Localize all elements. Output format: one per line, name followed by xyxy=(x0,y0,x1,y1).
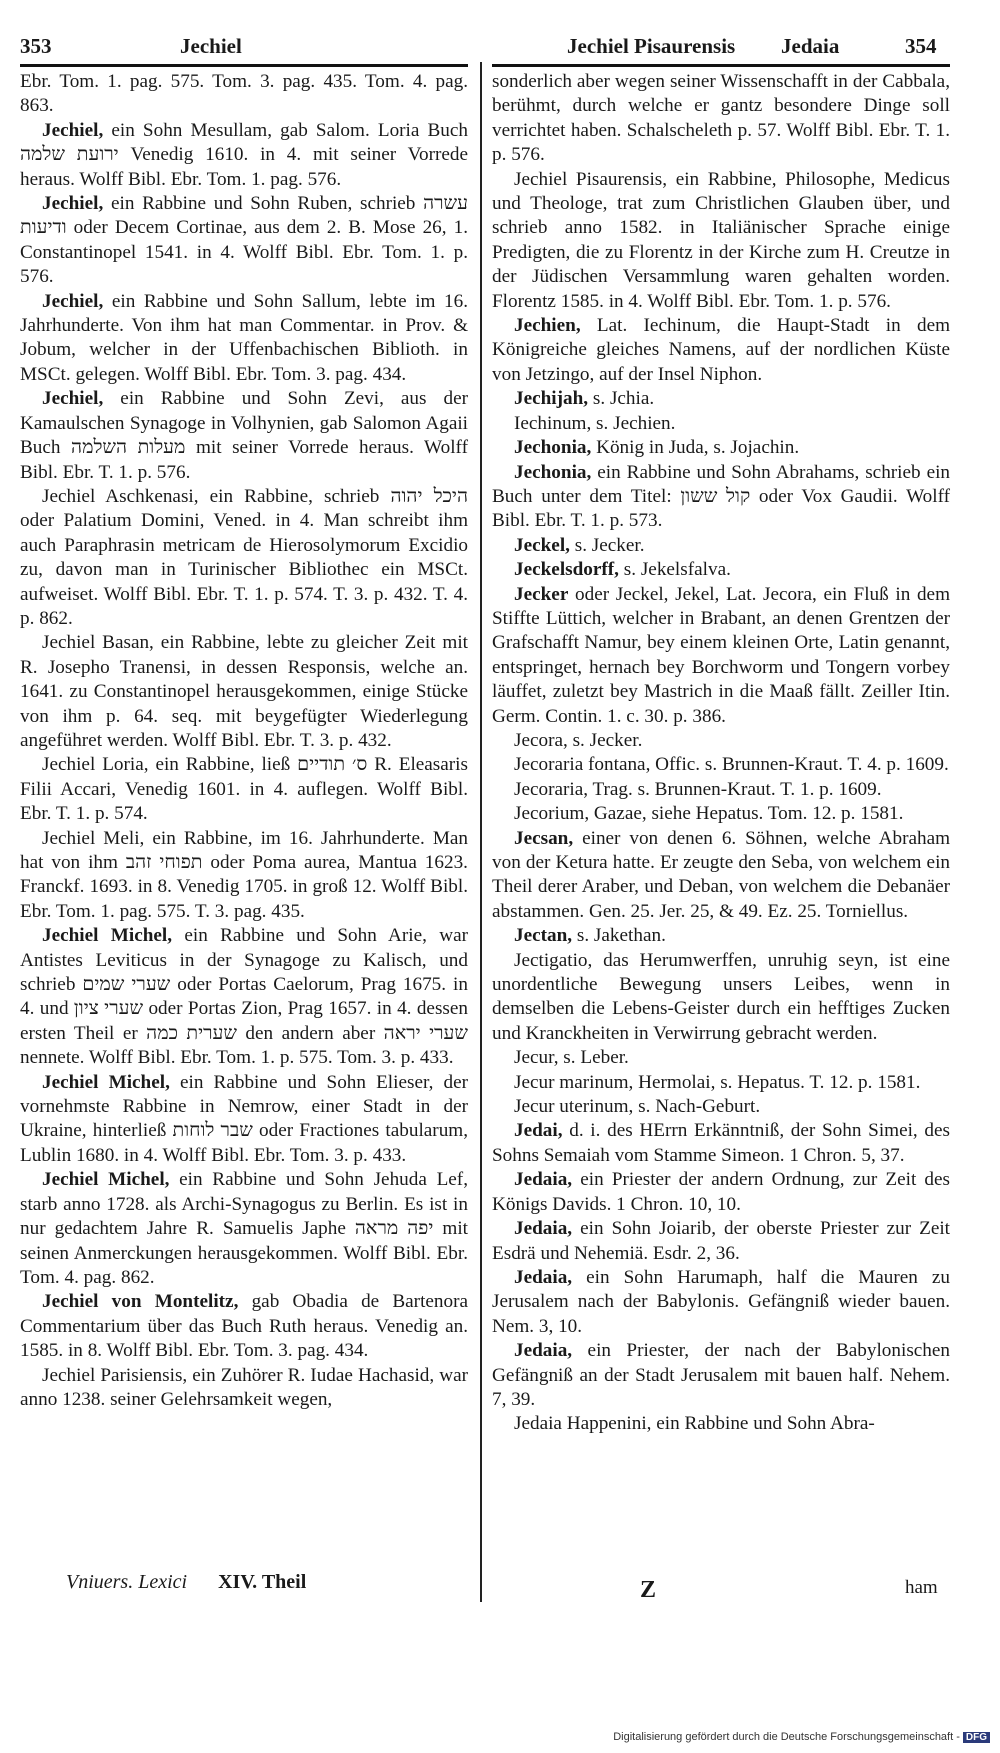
entry-text: Jechiel Basan, ein Rabbine, lebte zu gleicher Zeit mit R. Josepho Tranensi, in dessen Responsis, welche an. 1641. zu Constantinopel herausgekommen, einige Stücke von ihm p. 64. seq. mit beygefügter Wiederlegung angeführet werden. Wolff Bibl. Ebr. T. 3. p. 432. xyxy=(20,632,468,751)
entry xyxy=(20,1290,468,1363)
entry xyxy=(492,729,950,753)
entry-text: ein Sohn Joiarib, der oberste Priester zur Zeit Esdrä und Nehemiä. Esdr. 2, 36. xyxy=(492,1218,950,1264)
left-running-title: Jechiel xyxy=(180,34,242,58)
entry xyxy=(492,314,950,387)
entry-headword: Jechiel von Montelitz, xyxy=(42,1291,239,1313)
entry xyxy=(492,412,950,436)
column-divider xyxy=(480,62,482,1602)
entry xyxy=(492,1119,950,1168)
right-column xyxy=(492,70,950,1437)
entry xyxy=(492,1217,950,1266)
entry xyxy=(20,631,468,753)
left-page-number: 353 xyxy=(20,34,52,58)
entry xyxy=(20,485,468,631)
entry-text: sonderlich aber wegen seiner Wissenschafft in der Cabbala, berühmt, durch welche er gantz besondere Dinge soll verrichtet haben. Schalscheleth p. 57. Wolff Bibl. Ebr. T. 1. p. 576. xyxy=(492,71,950,166)
header-rule-left xyxy=(20,64,468,67)
credit-text: Digitalisierung gefördert durch die Deutsche Forschungsgemeinschaft - xyxy=(613,1731,960,1743)
entry xyxy=(20,119,468,192)
entry xyxy=(492,1168,950,1217)
entry-headword: Jechien, xyxy=(514,315,581,337)
entry-text: Jecur, s. Leber. xyxy=(514,1047,629,1069)
entry-headword: Jedai, xyxy=(514,1120,563,1142)
signature-text: Vniuers. Lexici xyxy=(66,1571,188,1593)
entry-text: Jechiel Meli, ein Rabbine, im 16. Jahrhunderte. Man hat von ihm תפוחי זהב oder Poma aurea, Mantua 1623. Franckf. 1693. in 8. Venedig 1705. in groß 12. Wolff Bibl. Ebr. Tom. 1. pag. 575. T. 3. pag. 435. xyxy=(20,827,468,922)
entry-text: oder Jeckel, Jekel, Lat. Jecora, ein Fluß in dem Stiffte Lüttich, welcher in Brabant, an denen Grentzen der Grafschafft Namur, bey einem kleinen Orte, Latin genannt, entspringet, hernach bey Borchworm und Tongern vorbey läuffet, zuletzt bey Mastrich in die Maaß fällt. Zeiller Itin. Germ. Contin. 1. c. 30. p. 386. xyxy=(492,583,950,727)
signature-line xyxy=(66,1571,306,1594)
entry xyxy=(492,558,950,582)
entry-text: ein Priester, der nach der Babylonischen Gefängniß an der Stadt Jerusalem mit bauen half. Nehem. 7, 39. xyxy=(492,1340,951,1410)
left-column xyxy=(20,70,468,1412)
entry-text: Jecorium, Gazae, siehe Hepatus. Tom. 12. p. 1581. xyxy=(514,803,904,825)
entry-text: Lat. Iechinum, die Haupt-Stadt in dem Königreiche gleiches Namens, auf der nordlichen Küste von Jetzingo, auf der Insel Niphon. xyxy=(492,315,951,385)
entry-headword: Jechiel Michel, xyxy=(42,925,173,947)
entry-headword: Jeckel, xyxy=(514,534,570,556)
entry-headword: Jedaia, xyxy=(514,1266,573,1288)
entry-headword: Jedaia, xyxy=(514,1218,573,1240)
signature-mark: Z xyxy=(640,1577,657,1603)
entry-headword: Jedaia, xyxy=(514,1340,573,1362)
entry-headword: Jechonia, xyxy=(514,437,592,459)
entry xyxy=(492,583,950,729)
digitization-credit xyxy=(613,1731,990,1743)
entry-text: ein Rabbine und Sohn Abrahams, schrieb ein Buch unter dem Titel: קול ששון oder Vox Gaudii. Wolff Bibl. Ebr. T. 1. p. 573. xyxy=(492,461,951,532)
entry xyxy=(20,753,468,826)
entry-text: Jecur marinum, Hermolai, s. Hepatus. T. 12. p. 1581. xyxy=(514,1071,921,1093)
entry xyxy=(492,436,950,460)
right-running-title-2: Jedaia xyxy=(781,34,840,58)
entry-text: gab Obadia de Bartenora Commentarium über das Buch Ruth heraus. Venedig an. 1585. in 8. Wolff Bibl. Ebr. Tom. 3. pag. 434. xyxy=(20,1291,469,1362)
entry-text: ein Rabbine und Sohn Arie, war Antistes Leviticus in der Synagoge zu Kalisch, und schrieb שערי שמים oder Portas Caelorum, Prag 1675. in 4. und שערי ציון oder Portas Zion, Prag 1657. in 4. dessen ersten Theil er שערית כמה den andern aber שערי יראה nennete. Wolff Bibl. Ebr. Tom. 1. p. 575. Tom. 3. p. 433. xyxy=(20,925,469,1069)
entry-text: König in Juda, s. Jojachin. xyxy=(596,437,800,459)
entry xyxy=(492,802,950,826)
entry xyxy=(20,290,468,388)
entry-text: ein Rabbine und Sohn Sallum, lebte im 16. Jahrhunderte. Von ihm hat man Commentar. in Prov. & Jobum, welcher in der Uffenbachischen Biblioth. in MSCt. gelegen. Wolff Bibl. Ebr. Tom. 3. pag. 434. xyxy=(20,290,469,385)
entry-text: Jecora, s. Jecker. xyxy=(514,729,643,751)
entry-text: Jechiel Pisaurensis, ein Rabbine, Philosophe, Medicus und Theologe, trat zum Christlichen Glauben über, und schrieb anno 1582. in Italiänischer Sprache einige Predigten, die zu Florentz in der Kirche zum H. Creutze in der Jüdischen Versammlung waren gehalten worden. Florentz 1585. in 4. Wolff Bibl. Ebr. Tom. 1. p. 576. xyxy=(492,168,950,312)
entry-text: ein Rabbine und Sohn Ruben, schrieb עשרה ודיעות oder Decem Cortinae, aus dem 2. B. Mose 26, 1. Constantinopel 1541. in 4. Wolff Bibl. Ebr. Tom. 1. p. 576. xyxy=(20,193,468,288)
entry-text: ein Rabbine und Sohn Zevi, aus der Kamaulschen Synagoge in Volhynien, gab Salomon Agaii Buch מעלות השלמה mit seiner Vorrede heraus. Wolff Bibl. Ebr. T. 1. p. 576. xyxy=(20,388,469,483)
entry-text: Jectigatio, das Herumwerffen, unruhig seyn, ist eine unordentliche Bewegung unsers Leibes, wenn in demselben die Lebens-Geister durch ein hefftiges Zucken und Kranckheiten in Verwirrung gebracht werden. xyxy=(492,949,950,1044)
entry-text: ein Rabbine und Sohn Jehuda Lef, starb anno 1728. als Archi-Synagogus zu Berlin. Es ist in nur gedachtem Jahre R. Samuelis Japhe יפה מראה mit seinen Anmerckungen herausgekommen. Wolff Bibl. Ebr. Tom. 4. pag. 862. xyxy=(20,1169,468,1288)
entry xyxy=(492,70,950,168)
entry xyxy=(492,1071,950,1095)
entry xyxy=(492,534,950,558)
entry xyxy=(492,753,950,777)
entry-headword: Jedaia, xyxy=(514,1169,573,1191)
entry-text: s. Jchia. xyxy=(592,388,655,410)
entry-text: Jechiel Aschkenasi, ein Rabbine, schrieb היכל יהוה oder Palatium Domini, Vened. in 4. Man schreibt ihm auch Paraphrasin metricam de Hierosolymorum Excidio zu, davon man in Turinischer Bibliothec ein MSCt. aufweiset. Wolff Bibl. Ebr. T. 1. p. 574. T. 3. p. 432. T. 4. p. 862. xyxy=(20,485,468,629)
entry-text: Jecoraria, Trag. s. Brunnen-Kraut. T. 1. p. 1609. xyxy=(514,778,882,800)
entry xyxy=(20,924,468,1070)
entry xyxy=(20,1168,468,1290)
right-page-number: 354 xyxy=(905,34,937,58)
entry xyxy=(492,1266,950,1339)
entry-text: Jechiel Loria, ein Rabbine, ließ ס׳ תודיים R. Eleasaris Filii Accari, Venedig 1601. in 4. auflegen. Wolff Bibl. Ebr. T. 1. p. 574. xyxy=(20,754,468,825)
entry xyxy=(492,1095,950,1119)
header-rule-right xyxy=(492,64,950,67)
entry xyxy=(492,461,950,534)
entry-headword: Jechiel, xyxy=(42,388,104,410)
entry xyxy=(492,1046,950,1070)
entry xyxy=(492,168,950,314)
entry-text: ein Sohn Mesullam, gab Salom. Loria Buch ירועת שלמה Venedig 1610. in 4. mit seiner Vorrede heraus. Wolff Bibl. Ebr. Tom. 1. pag. 576. xyxy=(20,119,469,190)
entry xyxy=(20,1364,468,1413)
entry-text: Ebr. Tom. 1. pag. 575. Tom. 3. pag. 435. Tom. 4. pag. 863. xyxy=(20,71,468,117)
entry-headword: Jecsan, xyxy=(514,827,574,849)
entry-text: ein Priester der andern Ordnung, zur Zeit des Königs Davids. 1 Chron. 10, 10. xyxy=(492,1169,951,1215)
entry-text: Jedaia Happenini, ein Rabbine und Sohn Abra- xyxy=(514,1413,875,1435)
dfg-logo: DFG xyxy=(963,1732,990,1743)
entry-text: ein Rabbine und Sohn Elieser, der vornehmste Rabbine in Nemrow, einer Stadt in der Ukraine, hinterließ שבר לוחות oder Fractiones tabularum, Lublin 1680. in 4. Wolff Bibl. Ebr. Tom. 3. p. 433. xyxy=(20,1071,469,1166)
entry-text: s. Jecker. xyxy=(574,534,645,556)
entry-headword: Jeckelsdorff, xyxy=(514,559,619,581)
entry xyxy=(20,70,468,119)
entry xyxy=(20,827,468,925)
entry-text: ein Sohn Harumaph, half die Mauren zu Jerusalem nach der Babylonis. Gefängniß wieder bauen. Nem. 3, 10. xyxy=(492,1266,951,1337)
entry xyxy=(492,387,950,411)
entry-text: s. Jakethan. xyxy=(576,925,666,947)
entry-headword: Jecker xyxy=(514,583,569,605)
entry-text: Iechinum, s. Jechien. xyxy=(514,412,676,434)
entry-text: Jecoraria fontana, Offic. s. Brunnen-Kraut. T. 4. p. 1609. xyxy=(514,754,949,776)
entry xyxy=(20,387,468,485)
volume-label: XIV. Theil xyxy=(218,1571,307,1593)
entry-text: d. i. des HErrn Erkänntniß, der Sohn Simei, des Sohns Semaiah vom Stamme Simeon. 1 Chron. 5, 37. xyxy=(492,1120,951,1166)
entry xyxy=(20,1071,468,1169)
right-running-title-1: Jechiel Pisaurensis xyxy=(567,34,736,58)
catchword: ham xyxy=(905,1577,938,1598)
entry xyxy=(492,1412,950,1436)
entry-headword: Jechiel Michel, xyxy=(42,1071,170,1093)
entry-headword: Jechiel, xyxy=(42,119,104,141)
entry-headword: Jechonia, xyxy=(514,461,592,483)
entry-text: einer von denen 6. Söhnen, welche Abraham von der Ketura hatte. Er zeugte den Seba, von welchem ein Theil derer Araber, und Deban, von welchem die Debanäer abstammen. Gen. 25. Jer. 25, & 49. Ez. 25. Torniellus. xyxy=(492,827,951,922)
entry xyxy=(492,827,950,925)
entry-text: Jechiel Parisiensis, ein Zuhörer R. Iudae Hachasid, war anno 1238. seiner Gelehrsamkeit wegen, xyxy=(20,1364,468,1410)
running-header xyxy=(20,34,950,64)
entry-text: Jecur uterinum, s. Nach-Geburt. xyxy=(514,1096,761,1118)
entry-text: s. Jekelsfalva. xyxy=(623,559,731,581)
entry xyxy=(492,778,950,802)
entry xyxy=(20,192,468,290)
entry-headword: Jechiel Michel, xyxy=(42,1169,170,1191)
entry-headword: Jechiel, xyxy=(42,193,104,215)
entry-headword: Jechijah, xyxy=(514,388,589,410)
entry-headword: Jectan, xyxy=(514,925,573,947)
entry xyxy=(492,1339,950,1412)
entry xyxy=(492,949,950,1047)
entry xyxy=(492,924,950,948)
entry-headword: Jechiel, xyxy=(42,290,104,312)
